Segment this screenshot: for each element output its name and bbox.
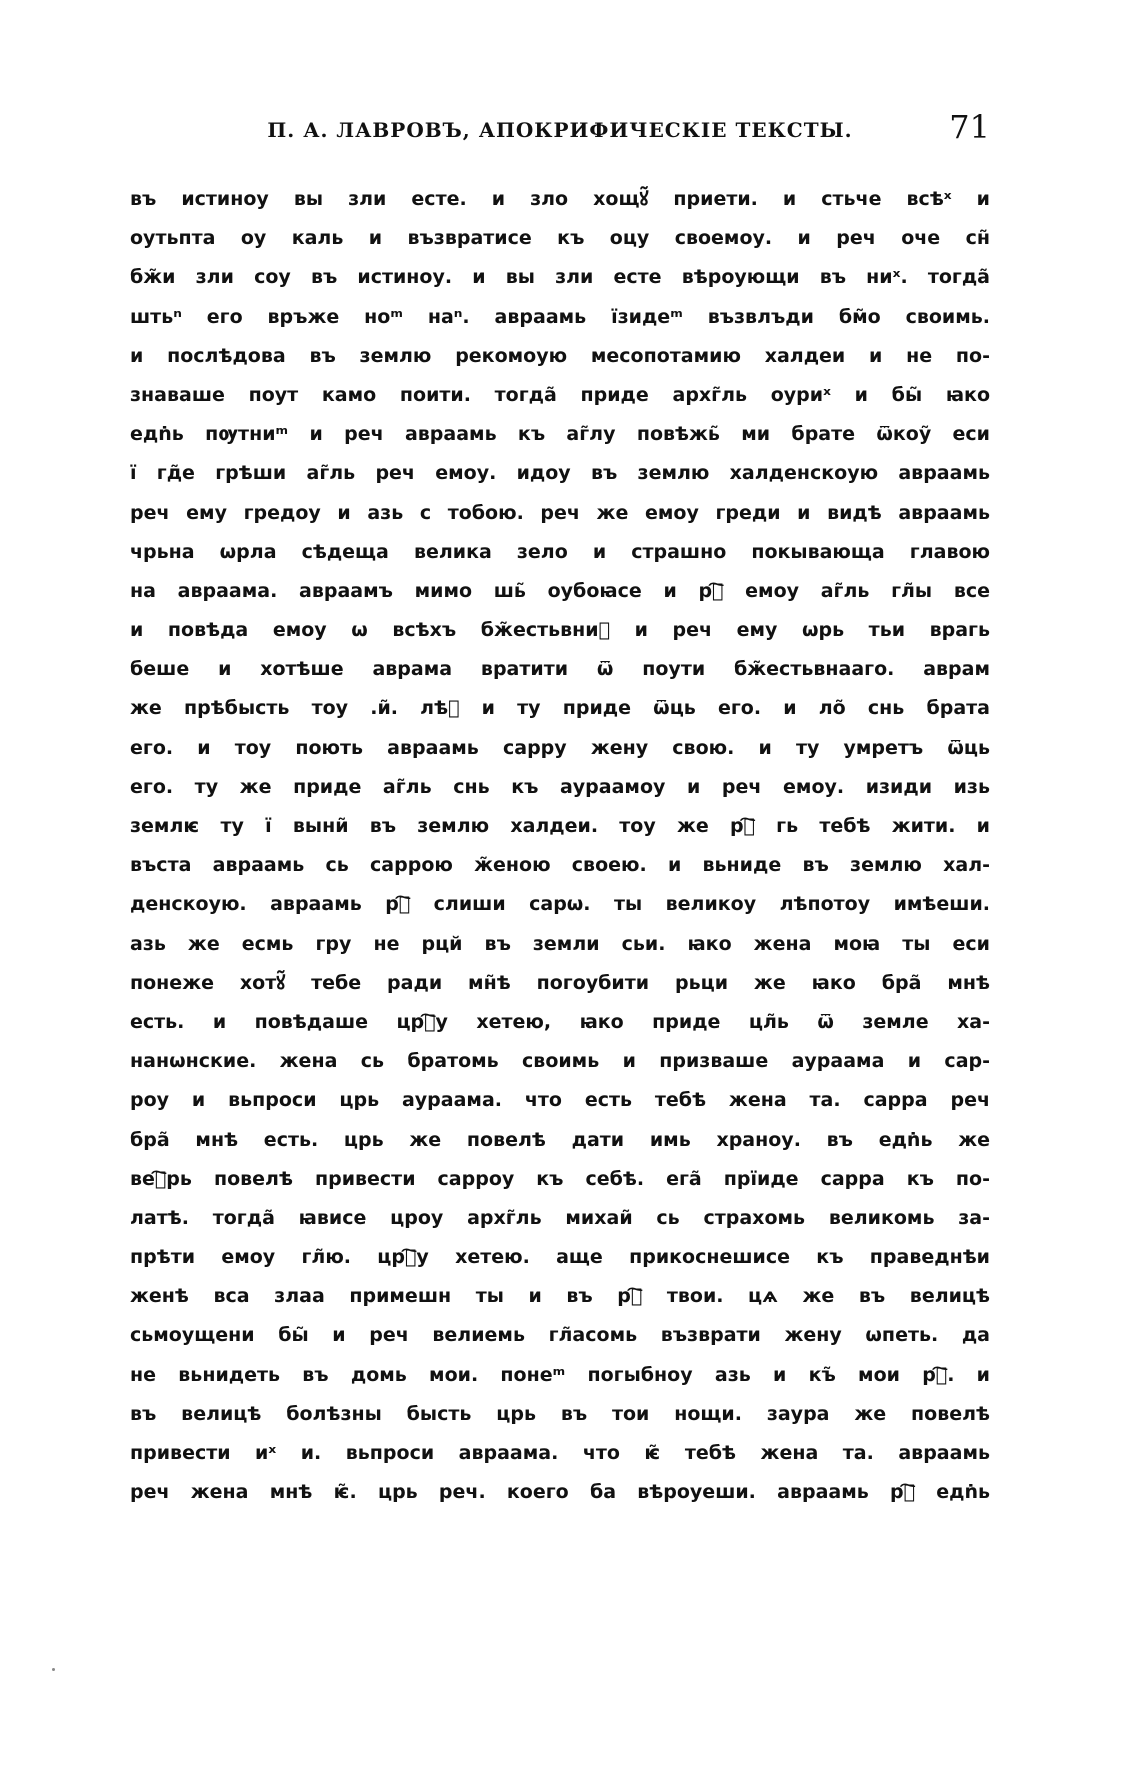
text-line: въ истиноу вы зли есте. и зло хощꙋ̃ приети. и стьче всѣˣ и: [130, 188, 990, 210]
page-header: [130, 108, 990, 152]
text-line: оутьпта оу каль и възвратисе къ оцу своемоу. и реч оче сн̃: [130, 227, 990, 250]
text-line: едṅь пѹтниᵐ и реч авраамь къ аг̃лу повѣжь̃ ми брате ѿкоу̃ еси: [130, 423, 990, 446]
text-line: реч жена мнѣ ѥ̃. црь реч. коего ба вѣроуеши. авраамь рⷱ҇ едṅь: [130, 1481, 990, 1504]
text-line: денскоую. авраамь рⷱ҇ слиши сарѡ. ты великоу лѣпотоу имѣеши.: [130, 893, 990, 916]
text-line: его. и тоу поють авраамь сарру жену свою. и ту умретъ ѿць: [130, 736, 990, 759]
text-line: ї гд̃е грѣши аг̃ль реч емоу. идоу въ землю халденскоую авраамь: [130, 462, 990, 485]
text-line: беше и хотѣше аврама вратити ѿ поути бж̃естьвнааго. аврам: [130, 658, 990, 681]
text-line: его. ту же приде аг̃ль снь къ аураамоу и реч емоу. изиди изь: [130, 775, 990, 798]
text-line: на авраама. авраамъ мимо шь̃ оубоꙗсе и рⷱ҇ емоу аг̃ль гл̃ы все: [130, 579, 990, 602]
text-line: въ велицѣ болѣзны бысть црь въ тои нощи. заура же повелѣ: [130, 1402, 990, 1425]
text-line: роу и вьпроси црь аураама. что есть тебѣ жена та. сарра реч: [130, 1089, 990, 1112]
text-line: азь же есмь гру не рцй въ земли сьи. ꙗко жена моꙗ ты еси: [130, 932, 990, 955]
text-line: прѣти емоу гл̃ю. црⷪ҇у хетею. аще прикоснешисе къ праведнѣи: [130, 1246, 990, 1269]
text-line: знаваше поут камо поити. тогда̃ приде архг̃ль оуриˣ и бы̃ ꙗко: [130, 383, 990, 406]
text-line: веⷱ҇рь повелѣ привести сарроу къ себѣ. ега̃ прїиде сарра къ по-: [130, 1167, 990, 1190]
text-line: бра̃ мнѣ есть. црь же повелѣ дати имь храноу. въ едṅь же: [130, 1128, 990, 1151]
text-line: не вьнидеть въ домь мои. понеᵐ погыбноу азь и къ̃ мои рⷪ҇. и: [130, 1363, 990, 1386]
text-line: же прѣбысть тоу .и̃. лѣⷮ и ту приде ѿць его. и ло̃ снь брата: [130, 697, 990, 720]
running-head: П. А. ЛАВРОВЪ, АПОКРИФИЧЕСКІЕ ТЕКСТЫ.: [267, 118, 853, 142]
text-line: бж̃и зли соу въ истиноу. и вы зли есте вѣроующи въ ниˣ. тогда̃: [130, 266, 990, 289]
text-line: и послѣдова въ землю рекомоую месопотамию халдеи и не по-: [130, 344, 990, 367]
text-line: сьмоущени бы̃ и реч велиемь гл̃асомь възврати жену ѡпеть. да: [130, 1324, 990, 1347]
text-line: привести иˣ и. вьпроси авраама. что ѥ̃ тебѣ жена та. авраамь: [130, 1442, 990, 1464]
text-line: штьⁿ его връже ноᵐ наⁿ. авраамь їзидеᵐ възвлъди бм̃о своимь.: [130, 305, 990, 328]
text-line: женѣ вса злаа примешн ты и въ рⷪ҇ твои. цѧ же въ велицѣ: [130, 1285, 990, 1308]
text-line: въста авраамь сь саррою ж̃еною своею. и вьниде въ землю хал-: [130, 854, 990, 877]
text-line: есть. и повѣдаше црⷪ҇у хетею, ꙗко приде цл̃ь ѿ земле ха-: [130, 1010, 990, 1033]
text-line: чрьна ѡрла сѣдеща велика зело и страшно покывающа главою: [130, 540, 990, 563]
scan-speck: [52, 1668, 55, 1671]
page-number: 71: [949, 108, 990, 146]
text-line: реч ему гредоу и азь с тобою. реч же емоу греди и видѣ авраамь: [130, 501, 990, 524]
text-line: понеже хотꙋ̃ тебе ради мн̃ѣ погоубити рьци же ꙗко бра̃ мнѣ: [130, 971, 990, 994]
text-line: и повѣда емоу ѡ всѣхъ бж̃естьвниⷯ и реч ему ѡрь тьи врагь: [130, 619, 990, 642]
text-line: нанѡнские. жена сь братомь своимь и призваше аураама и сар-: [130, 1050, 990, 1073]
text-line: землѥ ту ї выни̃ въ землю халдеи. тоу же рⷱ҇ гь тебѣ жити. и: [130, 815, 990, 837]
text-body: [130, 180, 990, 1512]
text-line: латѣ. тогда̃ ꙗвисе цроу архг̃ль михаи̃ сь страхомь великомь за-: [130, 1206, 990, 1229]
